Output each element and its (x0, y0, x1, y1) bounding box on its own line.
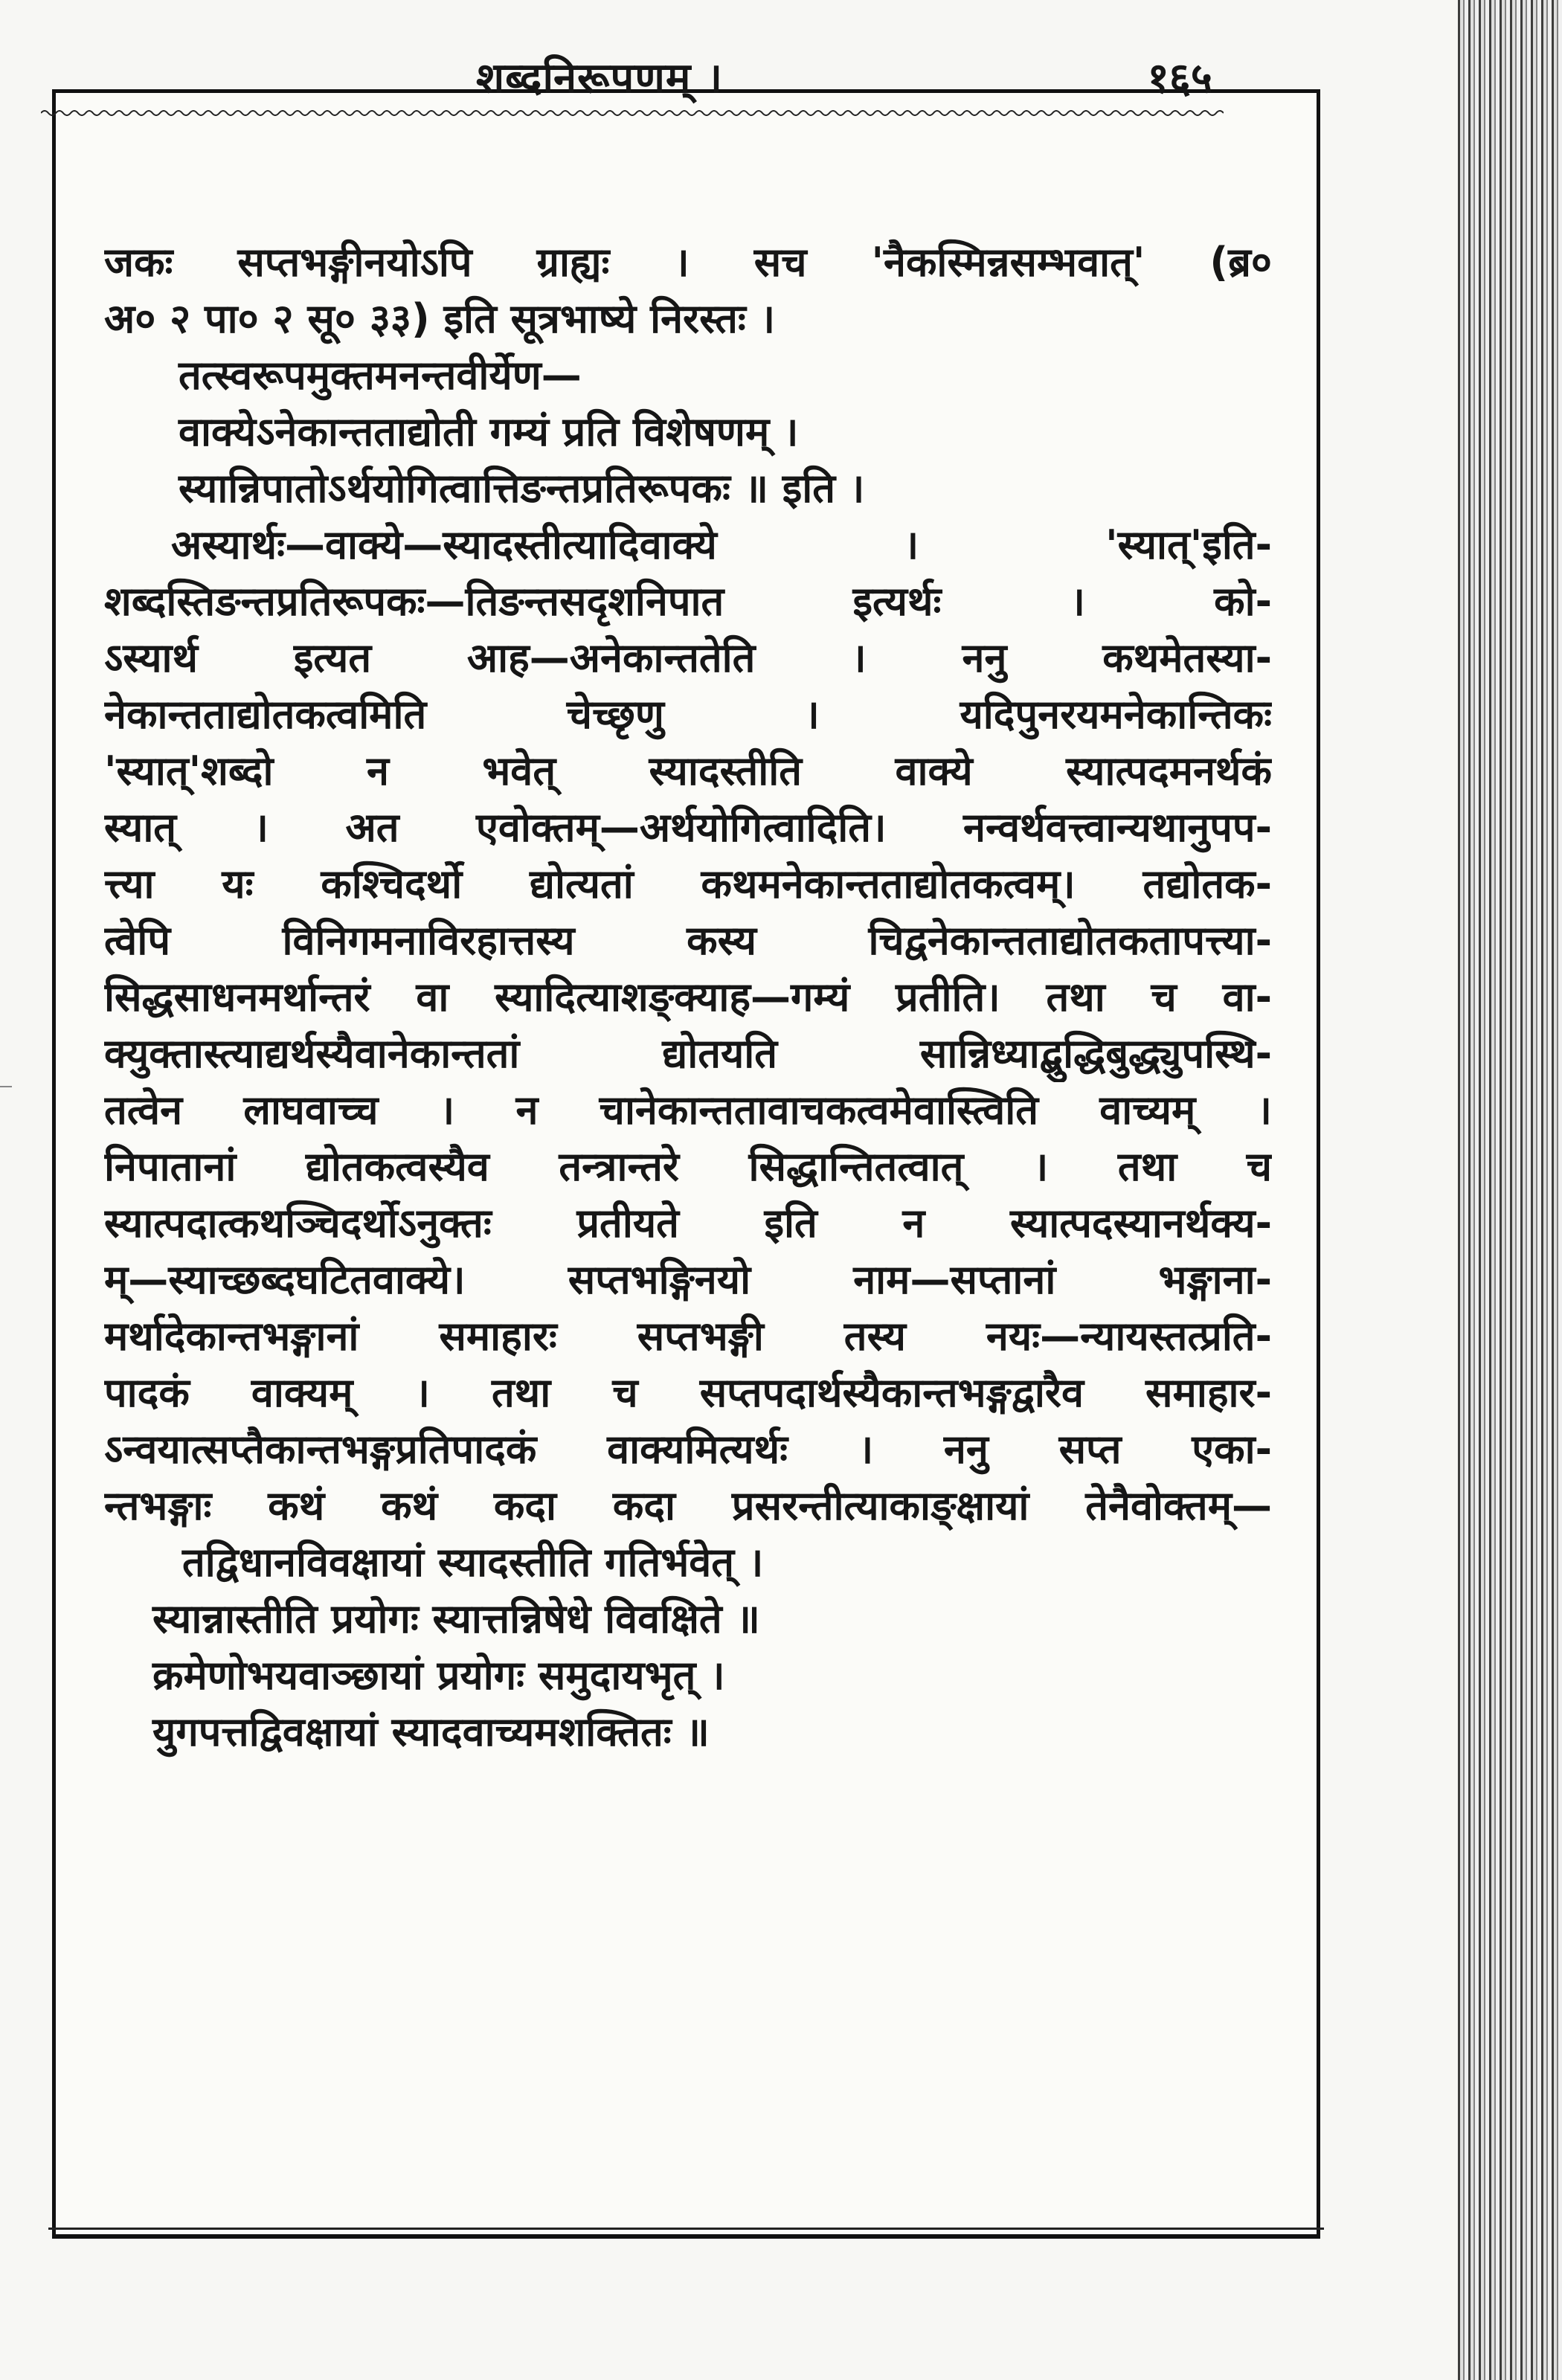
verse-line: स्यान्निपातोऽर्थयोगित्वात्तिङन्तप्रतिरूपकः ॥ इति । (179, 465, 865, 512)
page-number: १६५ (1147, 54, 1212, 103)
text-line: सिद्धसाधनमर्थान्तरं वा स्यादित्याशङ्क्याह—गम्यं प्रतीति। तथा च वा- (104, 974, 1272, 1020)
text-line: ऽन्वयात्सप्तैकान्तभङ्गप्रतिपादकं वाक्यमित्यर्थः । ननु सप्त एका- (104, 1426, 1272, 1473)
verse-line: तद्विधानविवक्षायां स्यादस्तीति गतिर्भवेत् । (182, 1539, 764, 1586)
text-line: स्यात्पदात्कथञ्चिदर्थोऽनुक्तः प्रतीयते इति न स्यात्पदस्यानर्थक्य- (104, 1200, 1272, 1247)
book-binding-edge (1458, 0, 1562, 2380)
scan-margin-mark (0, 1086, 12, 1087)
text-line: जकः सप्तभङ्गीनयोऽपि ग्राह्यः । सच 'नैकस्मिन्नसम्भवात्' (ब्र० (104, 239, 1272, 286)
text-line: स्यात् । अत एवोक्तम्—अर्थयोगित्वादिति। नन्वर्थवत्त्वान्यथानुपप- (104, 804, 1272, 851)
page-header (52, 41, 1212, 115)
verse-line: स्यान्नास्तीति प्रयोगः स्यात्तन्निषेधे विवक्षिते ॥ (152, 1595, 760, 1642)
body-text (104, 234, 1272, 1760)
bottom-rule (48, 2228, 1324, 2230)
text-line: न्तभङ्गाः कथं कथं कदा कदा प्रसरन्तीत्याकाङ्क्षायां तेनैवोक्तम्— (104, 1482, 1272, 1529)
text-line: ऽस्यार्थ इत्यत आह—अनेकान्ततेति । ननु कथमेतस्या- (104, 634, 1272, 681)
text-line: तत्स्वरूपमुक्तमनन्तवीर्येण— (179, 352, 582, 399)
text-line: शब्दस्तिङन्तप्रतिरूपकः—तिङन्तसदृशनिपात इत्यर्थः । को- (104, 578, 1272, 625)
text-line: अ० २ पा० २ सू० ३३) इति सूत्रभाष्ये निरस्तः । (104, 295, 776, 342)
text-line: पादकं वाक्यम् । तथा च सप्तपदार्थस्यैकान्तभङ्गद्वारैव समाहार- (104, 1369, 1272, 1416)
verse-line: वाक्येऽनेकान्तताद्योती गम्यं प्रति विशेषणम् । (179, 408, 799, 455)
running-title: शब्दनिरूपणम् । (476, 54, 724, 103)
text-line: त्त्या यः कश्चिदर्थो द्योत्यतां कथमनेकान्तताद्योतकत्वम्। तद्योतक- (104, 861, 1272, 907)
text-line: निपातानां द्योतकत्वस्यैव तन्त्रान्तरे सिद्धान्तितत्वात् । तथा च (104, 1143, 1272, 1190)
verse-line: युगपत्तद्विवक्षायां स्यादवाच्यमशक्तितः ॥ (152, 1708, 710, 1755)
text-line: मर्थादेकान्तभङ्गानां समाहारः सप्तभङ्गी तस्य नयः—न्यायस्तत्प्रति- (104, 1313, 1272, 1360)
text-line: 'स्यात्'शब्दो न भवेत् स्यादस्तीति वाक्ये स्यात्पदमनर्थकं (104, 747, 1272, 794)
text-line: अस्यार्थः—वाक्ये—स्यादस्तीत्यादिवाक्ये । 'स्यात्'इति- (171, 521, 1272, 568)
text-line: नेकान्तताद्योतकत्वमिति चेच्छृणु । यदिपुनरयमनेकान्तिकः (104, 691, 1272, 738)
header-rule (41, 108, 1224, 118)
text-line: क्युक्तास्त्याद्यर्थस्यैवानेकान्ततां द्योतयति सान्निध्याद्बुद्धिबुद्ध्युपस्थि- (104, 1030, 1272, 1077)
text-line: तत्वेन लाघवाच्च । न चानेकान्ततावाचकत्वमेवास्त्विति वाच्यम् । (104, 1087, 1272, 1133)
text-line: म्—स्याच्छब्दघटितवाक्ये। सप्तभङ्गिनयो नाम—सप्तानां भङ्गाना- (104, 1256, 1272, 1303)
verse-line: क्रमेणोभयवाञ्छायां प्रयोगः समुदायभृत् । (152, 1652, 725, 1699)
text-line: त्वेपि विनिगमनाविरहात्तस्य कस्य चिद्वनेकान्तताद्योतकतापत्त्या- (104, 917, 1272, 964)
